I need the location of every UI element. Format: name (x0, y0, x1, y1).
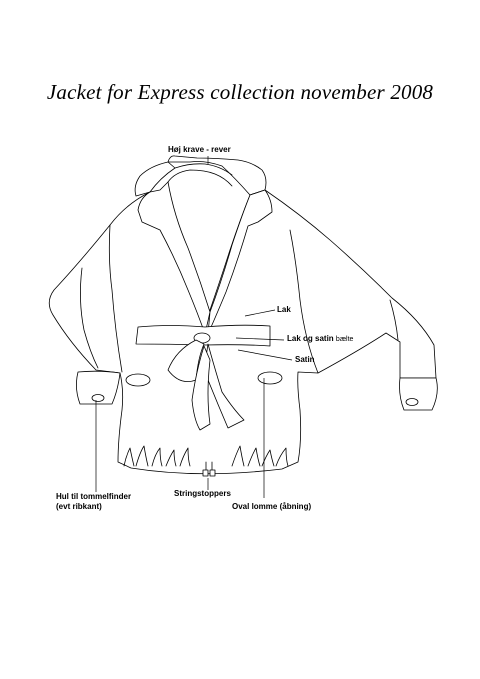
label-collar: Høj krave - rever (168, 145, 231, 154)
label-oval-pocket: Oval lomme (åbning) (232, 502, 312, 511)
right-pocket (258, 372, 282, 384)
label-belt (287, 334, 353, 345)
label-thumb-line2: (evt ribkant) (56, 502, 102, 511)
label-belt-main: Lak og satin (287, 334, 334, 343)
collar (135, 156, 266, 196)
label-thumb-hole (56, 492, 131, 512)
left-pocket (126, 374, 150, 386)
label-belt-sub: bælte (335, 336, 354, 343)
label-satin: Satin (295, 355, 315, 364)
drawing-title: Jacket for Express collection november 2008 (46, 80, 434, 104)
label-stringstoppers: Stringstoppers (174, 489, 231, 498)
label-lak: Lak (277, 305, 291, 314)
label-thumb-line1: Hul til tommelfinder (56, 492, 132, 501)
